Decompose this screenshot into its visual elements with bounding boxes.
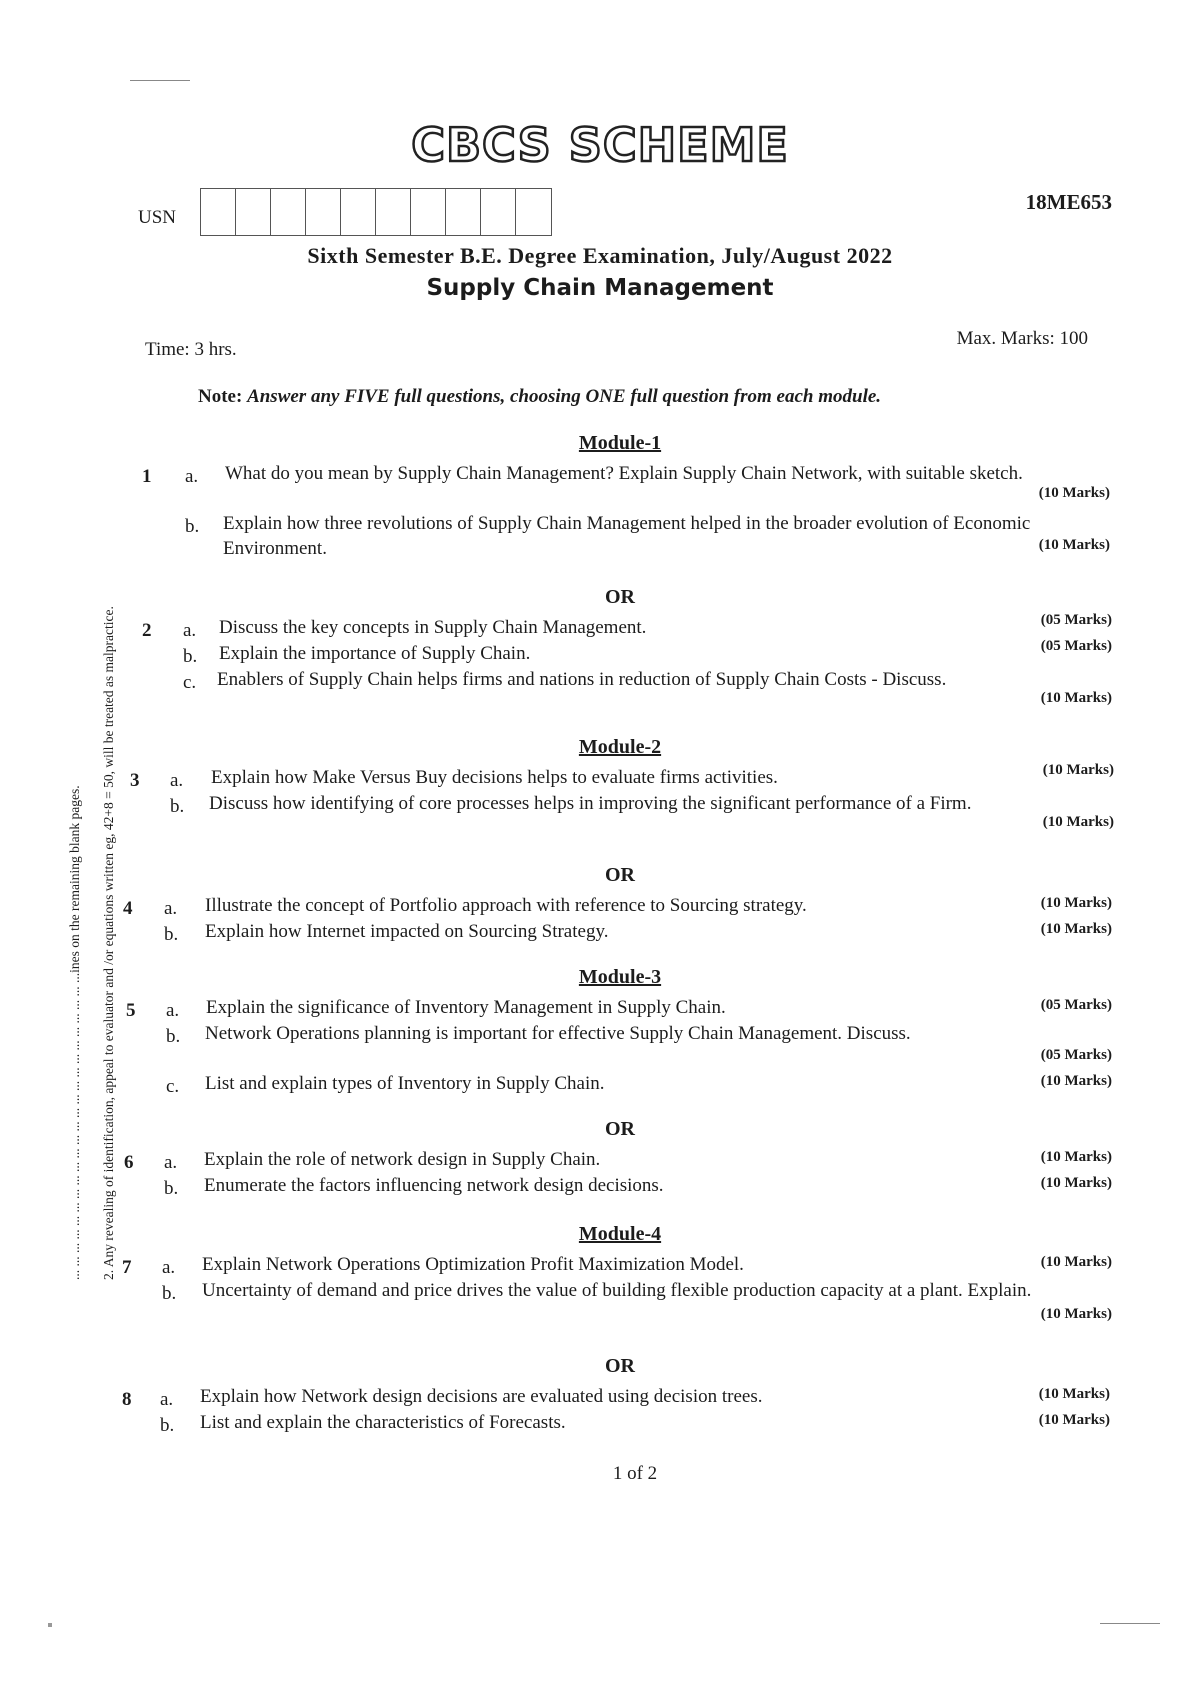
or-separator: OR [605,1355,635,1377]
question-marks: (05 Marks) [1040,1047,1112,1063]
question-number: 4 [123,898,133,919]
question-text: Explain how three revolutions of Supply Chain Management helped in the broader evolution of Economic Environment. [223,513,1031,559]
subpart-label: b. [183,646,198,667]
question-number: 5 [126,1000,136,1021]
question-marks: (10 Marks) [1038,1412,1110,1428]
question-marks: (10 Marks) [1040,1306,1112,1322]
subpart-label: a. [170,770,184,791]
question-text: Uncertainty of demand and price drives the value of building flexible production capacity at a plant. Explain. [202,1280,1032,1301]
side-instruction-line: ... ... ... ... ... ... ... ... ... ... ... ... ... ... ... ... ... ... ... ... ... ... ...ines on the remaining blank pages. [67,785,82,1280]
question-marks: (05 Marks) [1040,997,1112,1013]
subpart-label: a. [162,1257,176,1278]
question-marks: (10 Marks) [1040,895,1112,911]
scheme-title: CBCS SCHEME [411,118,789,172]
module-heading: Module-4 [578,1223,662,1245]
question-text: Illustrate the concept of Portfolio approach with reference to Sourcing strategy. [205,895,807,916]
question-marks: (10 Marks) [1040,1175,1112,1191]
question-text: List and explain the characteristics of Forecasts. [200,1412,566,1433]
subject-title: Supply Chain Management [426,275,774,301]
note-text: Answer any FIVE full questions, choosing ONE full question from each module. [247,386,882,407]
question-marks: (10 Marks) [1040,1073,1112,1089]
note-prefix: Note: [198,386,248,407]
subpart-label: b. [170,796,185,817]
subpart-label: b. [164,1178,179,1199]
usn-box [481,189,516,235]
question-marks: (10 Marks) [1040,690,1112,706]
time-allowed: Time: 3 hrs. [145,339,237,360]
question-marks: (10 Marks) [1040,1254,1112,1270]
usn-box [341,189,376,235]
subpart-label: b. [164,924,179,945]
question-text: List and explain types of Inventory in Supply Chain. [205,1073,605,1094]
question-text: What do you mean by Supply Chain Management? Explain Supply Chain Network, with suitable sketch. [225,463,1023,484]
question-marks: (05 Marks) [1040,612,1112,628]
question-marks: (05 Marks) [1040,638,1112,654]
subpart-label: b. [160,1415,175,1436]
question-number: 1 [142,466,152,487]
question-text: Explain the role of network design in Supply Chain. [204,1149,601,1170]
or-separator: OR [605,864,635,886]
subpart-label: a. [185,466,199,487]
bottom-edge-mark [1100,1623,1160,1624]
instructions-note [198,386,881,408]
exam-title: Sixth Semester B.E. Degree Examination, July/August 2022 [307,243,893,268]
question-text: Explain how Internet impacted on Sourcing Strategy. [205,921,609,942]
question-number: 2 [142,620,152,641]
max-marks: Max. Marks: 100 [956,328,1088,349]
subpart-label: b. [185,516,200,537]
subpart-label: b. [166,1026,181,1047]
usn-box [201,189,236,235]
question-text: Explain how Make Versus Buy decisions helps to evaluate firms activities. [211,767,778,788]
question-number: 6 [124,1152,134,1173]
subpart-label: a. [166,1000,180,1021]
question-text: Discuss how identifying of core processes helps in improving the significant performance of a Firm. [209,793,972,814]
subpart-label: a. [164,898,178,919]
question-text: Enablers of Supply Chain helps firms and nations in reduction of Supply Chain Costs - Discuss. [217,669,947,690]
subject-code: 18ME653 [1025,190,1112,214]
subpart-label: c. [166,1076,180,1097]
question-number: 7 [122,1257,132,1278]
question-marks: (10 Marks) [1042,762,1114,778]
question-marks: (10 Marks) [1040,1149,1112,1165]
question-text: Discuss the key concepts in Supply Chain Management. [219,617,647,638]
question-marks: (10 Marks) [1038,1386,1110,1402]
or-separator: OR [605,1118,635,1140]
usn-box [376,189,411,235]
subpart-label: c. [183,672,197,693]
usn-boxes [200,188,552,236]
question-marks: (10 Marks) [1038,537,1110,553]
page-number: 1 of 2 [612,1463,658,1484]
subpart-label: b. [162,1283,177,1304]
usn-box [306,189,341,235]
module-heading: Module-2 [578,736,662,758]
question-number: 3 [130,770,140,791]
question-text: Explain Network Operations Optimization Profit Maximization Model. [202,1254,744,1275]
question-text: Network Operations planning is important for effective Supply Chain Management. Discuss. [205,1023,911,1044]
question-text: Explain the importance of Supply Chain. [219,643,531,664]
question-text: Explain how Network design decisions are evaluated using decision trees. [200,1386,763,1407]
question-marks: (10 Marks) [1042,814,1114,830]
top-edge-mark [130,80,190,81]
scan-mark [48,1623,52,1627]
question-text: Explain the significance of Inventory Management in Supply Chain. [206,997,726,1018]
side-instruction-line: 2. Any revealing of identification, appeal to evaluator and /or equations written eg, 42+8 = 50, will be treated as malpractice. [101,606,116,1280]
question-marks: (10 Marks) [1038,485,1110,501]
subpart-label: a. [183,620,197,641]
subpart-label: a. [164,1152,178,1173]
usn-label: USN [138,207,177,228]
usn-box [411,189,446,235]
usn-box [236,189,271,235]
module-heading: Module-1 [578,432,662,454]
question-text: Enumerate the factors influencing network design decisions. [204,1175,664,1196]
subpart-label: a. [160,1389,174,1410]
usn-box [446,189,481,235]
or-separator: OR [605,586,635,608]
side-instructions [58,380,126,1280]
module-heading: Module-3 [578,966,662,988]
usn-box [516,189,551,235]
question-marks: (10 Marks) [1040,921,1112,937]
question-number: 8 [122,1389,132,1410]
usn-box [271,189,306,235]
